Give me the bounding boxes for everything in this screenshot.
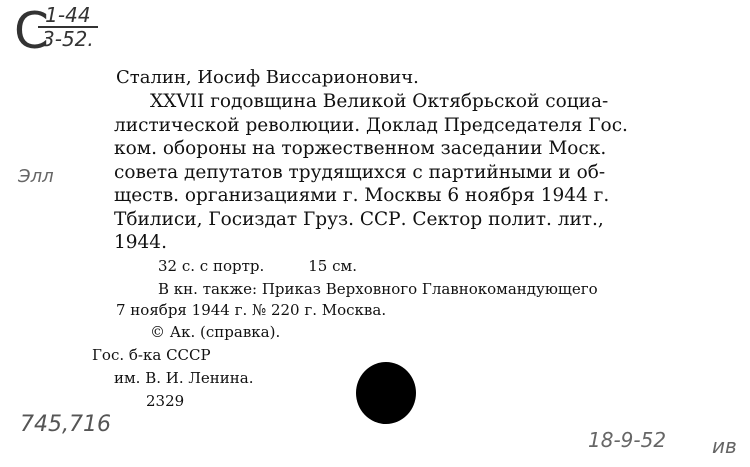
title-description: [114, 90, 628, 255]
body-line: листической революции. Доклад Председателя Гос.: [114, 114, 628, 136]
classification-fraction: [38, 4, 98, 50]
handwritten-date: 18-9-52: [588, 428, 667, 452]
handwritten-initials: ив: [712, 434, 737, 458]
body-line: совета депутатов трудящихся с партийными и об-: [114, 161, 606, 183]
body-line: XXVII годовщина Великой Октябрьской социа-: [150, 91, 609, 112]
distribution-note: © Ак. (справка).: [150, 323, 281, 341]
note-line-2: 7 ноября 1944 г. № 220 г. Москва.: [116, 301, 387, 319]
body-line: ком. обороны на торжественном заседании Моск.: [114, 138, 607, 159]
pages: 32 с. с портр.: [158, 257, 265, 275]
author-heading: Сталин, Иосиф Виссарионович.: [116, 67, 419, 88]
card-punch-hole: [356, 362, 416, 424]
body-line: 1944.: [114, 232, 167, 253]
size: 15 см.: [308, 257, 357, 275]
body-line: Тбилиси, Госиздат Груз. ССР. Сектор полит. лит.,: [114, 208, 604, 230]
margin-code: Элл: [18, 166, 54, 187]
library-stamp-line-2: им. В. И. Ленина.: [114, 369, 254, 387]
note-line-1: В кн. также: Приказ Верховного Главнокомандующего: [158, 280, 598, 298]
collation: [158, 256, 357, 276]
handwritten-code: 745,716: [20, 412, 111, 437]
classification-numerator: 1-44: [38, 4, 98, 28]
classification-denominator: 3-52.: [42, 27, 94, 51]
library-number: 2329: [146, 392, 185, 410]
library-stamp-line-1: Гос. б-ка СССР: [92, 346, 211, 364]
classification-letter: С: [14, 2, 49, 60]
body-line: ществ. организациями г. Москвы 6 ноября 1944 г.: [114, 185, 610, 206]
